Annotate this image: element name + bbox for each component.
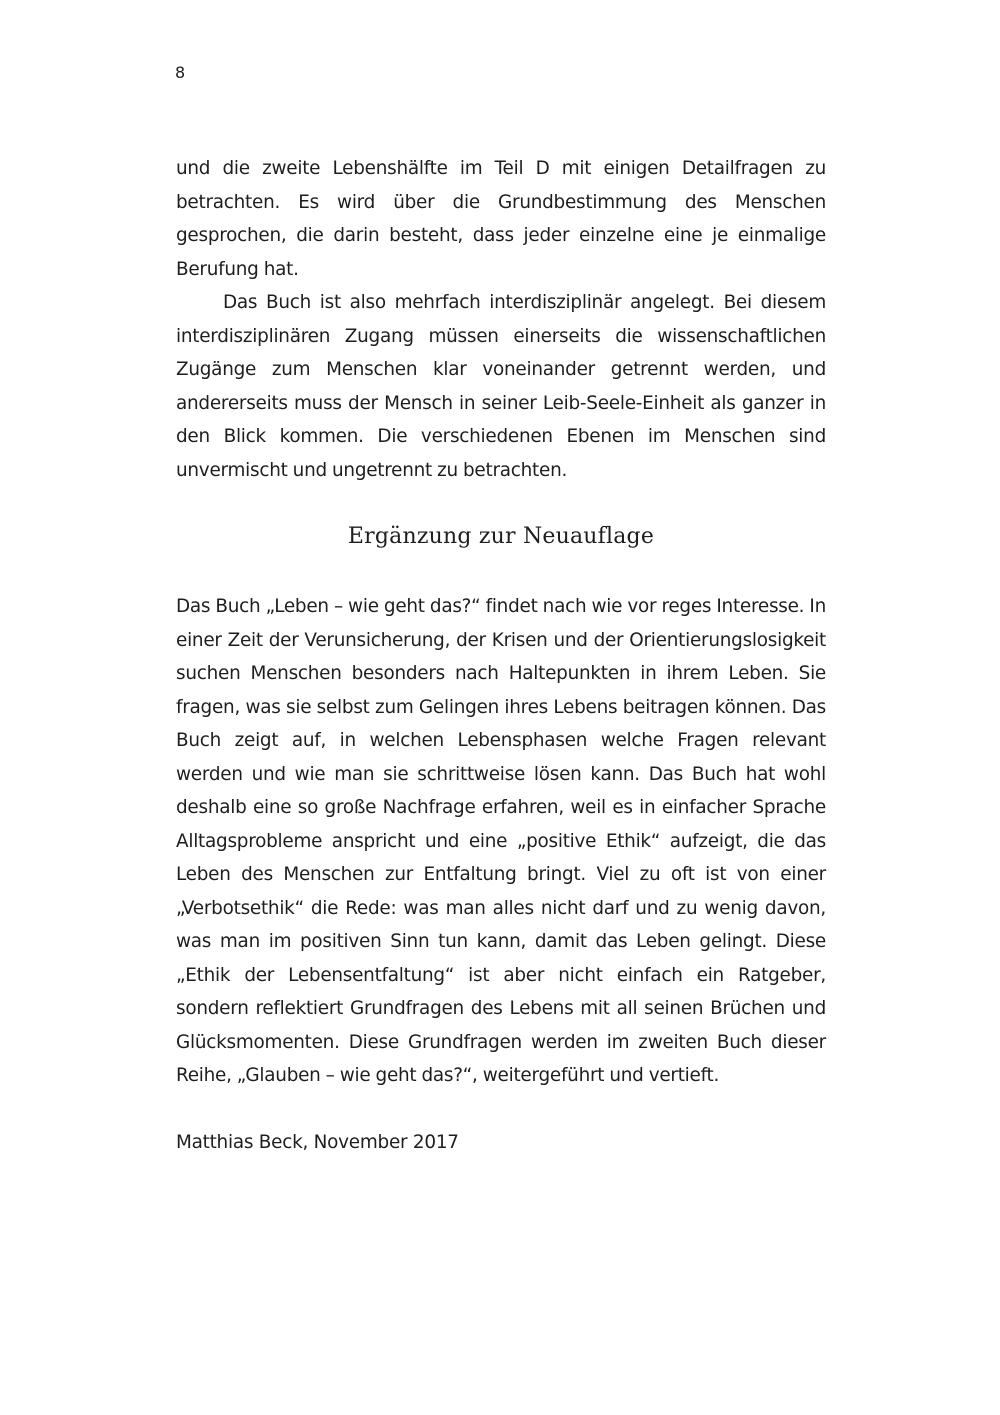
section-heading: Ergänzung zur Neuauflage: [347, 524, 655, 549]
intro-text: [176, 152, 826, 487]
author-signature: Matthias Beck, November 2017: [176, 1132, 459, 1153]
section-paragraph: Das Buch „Leben – wie geht das?“ findet nach wie vor reges Interesse. In einer Zeit der Verunsicherung, der Krisen und der Orientierungslosigkeit suchen Menschen besonders nach Haltepunkten in ihrem Leben. Sie fragen, was sie selbst zum Gelingen ihres Lebens beitragen können. Das Buch zeigt auf, in welchen Lebensphasen welche Fragen relevant werden und wie man sie schrittweise lösen kann. Das Buch hat wohl deshalb eine so große Nachfrage erfahren, weil es in einfacher Sprache Alltagsprobleme anspricht und eine „positive Ethik“ aufzeigt, die das Leben des Menschen zur Entfaltung bringt. Viel zu oft ist von einer „Verbotsethik“ die Rede: was man alles nicht darf und zu wenig davon, was man im positiven Sinn tun kann, damit das Leben gelingt. Diese „Ethik der Lebensentfaltung“ ist aber nicht einfach ein Ratgeber, sondern reflektiert Grundfragen des Lebens mit all seinen Brüchen und Glücksmomenten. Diese Grundfragen werden im zweiten Buch dieser Reihe, „Glauben – wie geht das?“, weitergeführt und vertieft.: [176, 596, 826, 1086]
intro-paragraph-1: und die zweite Lebenshälfte im Teil D mit einigen Detailfragen zu betrachten. Es wird über die Grundbestimmung des Menschen gesprochen, die darin besteht, dass jeder einzelne eine je einmalige Berufung hat.: [176, 158, 826, 280]
section-text: [176, 590, 826, 1093]
intro-paragraph-2: Das Buch ist also mehrfach interdisziplinär angelegt. Bei diesem interdisziplinären Zugang müssen einerseits die wissenschaftlichen Zugänge zum Menschen klar voneinander getrennt werden, und andererseits muss der Mensch in seiner Leib-Seele-Einheit als ganzer in den Blick kommen. Die verschiedenen Ebenen im Menschen sind unvermischt und ungetrennt zu betrachten.: [176, 292, 826, 481]
page-number: 8: [175, 63, 186, 82]
